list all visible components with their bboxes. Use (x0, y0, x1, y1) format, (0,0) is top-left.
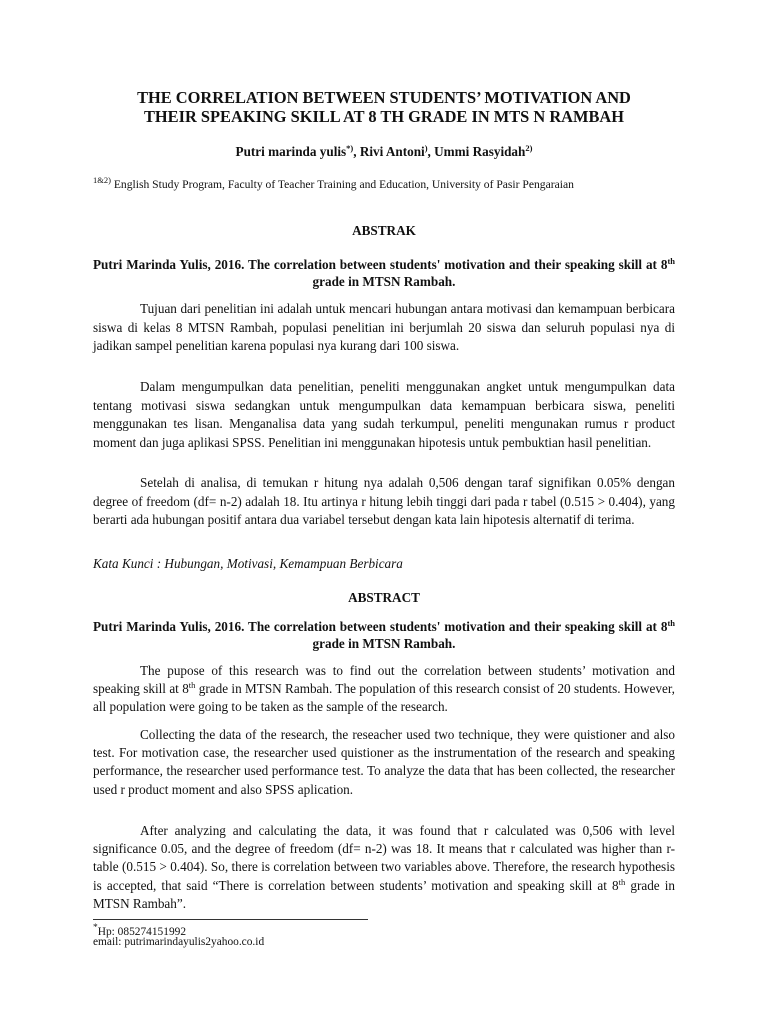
abstract-paragraph-1-text: The pupose of this research was to find out the correlation between students’ motivation and speaking skill at 8 (93, 663, 675, 697)
abstract-paragraph-3-text: After analyzing and calculating the data, it was found that r calculated was 0,506 with level significance 0.05, and the degree of freedom (df= n-2) was 18. It means that r calculated was higher than r-table (0.515 > 0.404). So, there is correlation between two variables above. Therefore, the research hypothesis is accepted, that said “There is correlation between students’ motivation and speaking skill at 8 (93, 823, 675, 893)
abstrak-reference-sup: th (667, 256, 675, 266)
author-list (60, 144, 708, 160)
author-3-mark: 2) (525, 143, 533, 153)
abstract-reference-text: Putri Marinda Yulis, 2016. The correlation between students' motivation and their speaking skill at 8 (93, 619, 668, 634)
author-3: , Ummi Rasyidah (427, 144, 526, 159)
abstrak-heading: ABSTRAK (352, 223, 416, 238)
abstract-paragraph-3-sup: th (618, 876, 626, 887)
abstrak-paragraph-2: Dalam mengumpulkan data penelitian, peneliti menggunakan angket untuk mengumpulkan data tentang motivasi siswa sedangkan untuk mengumpulkan data kemampuan berbicara siswa, peneliti menggunakan tes lisan. Menganalisa data yang sudah terkumpul, peneliti mengunakan rumus r product moment dan juga aplikasi SPSS. Penelitian ini menggunakan hipotesis untuk pembuktian hasil penelitian. (93, 379, 675, 451)
affiliation (93, 175, 713, 192)
paper-title (60, 88, 708, 126)
abstract-paragraph-1-sup: th (188, 680, 196, 691)
abstract-heading: ABSTRACT (348, 590, 420, 605)
abstract-paragraph-1 (93, 662, 675, 717)
affiliation-mark: 1&2) (93, 175, 111, 185)
footnote-divider (93, 919, 368, 920)
abstrak-keywords: Kata Kunci : Hubungan, Motivasi, Kemampuan Berbicara (93, 556, 403, 571)
footnote-phone-text: Hp: 085274151992 (97, 925, 187, 938)
abstract-reference (93, 618, 675, 652)
abstract-paragraph-3 (93, 822, 675, 913)
footnote-phone-mark: * (93, 923, 98, 933)
abstract-reference-sup: th (667, 618, 675, 628)
author-2: , Rivi Antoni (353, 144, 425, 159)
abstrak-paragraph-3: Setelah di analisa, di temukan r hitung nya adalah 0,506 dengan taraf signifikan 0.05% dengan degree of freedom (df= n-2) adalah 18. Itu artinya r hitung lebih tinggi dari pada r tabel (0.515 > 0.404), yang berarti ada hubungan positif antara dua variabel tersebut dengan kata lain hipotesis alternatif di terima. (93, 475, 675, 528)
footnote-email: email: putrimarindayulis2yahoo.co.id (93, 936, 265, 948)
abstrak-reference-text: Putri Marinda Yulis, 2016. The correlation between students' motivation and their speaking skill at 8 (93, 257, 668, 272)
abstract-paragraph-2: Collecting the data of the research, the reseacher used two technique, they were quistioner and also test. For motivation case, the researcher used quistioner as the instrumentation of the research and speaking performance, the researcher used performance test. To analyze the data that has been collected, the researcher used r product moment and also SPSS aplication. (93, 727, 675, 797)
abstrak-reference (93, 256, 675, 290)
abstract-paragraph-3-tail: grade in MTSN Rambah”. (93, 877, 675, 911)
abstract-paragraph-1-tail: grade in MTSN Rambah. The population of this research consist of 20 students. However, all population were going to be taken as the sample of the research. (93, 681, 675, 715)
abstrak-paragraph-1: Tujuan dari penelitian ini adalah untuk mencari hubungan antara motivasi dan kemampuan berbicara siswa di kelas 8 MTSN Rambah, populasi penelitian ini berjumlah 20 siswa dan seluruh populasi nya di jadikan sampel penelitian karena populasi nya kurang dari 100 siswa. (93, 301, 675, 354)
author-1-mark: *) (346, 143, 354, 153)
paper-title-line-2: THEIR SPEAKING SKILL AT 8 TH GRADE IN MTS N RAMBAH (144, 107, 624, 126)
paper-title-line-1: THE CORRELATION BETWEEN STUDENTS’ MOTIVATION AND (137, 88, 631, 107)
abstract-reference-tail: grade in MTSN Rambah. (312, 636, 456, 651)
affiliation-text: English Study Program, Faculty of Teacher Training and Education, University of Pasir Pengaraian (110, 178, 574, 191)
author-1: Putri marinda yulis (235, 144, 347, 159)
author-2-mark: ) (424, 143, 428, 153)
abstrak-reference-tail: grade in MTSN Rambah. (312, 274, 456, 289)
